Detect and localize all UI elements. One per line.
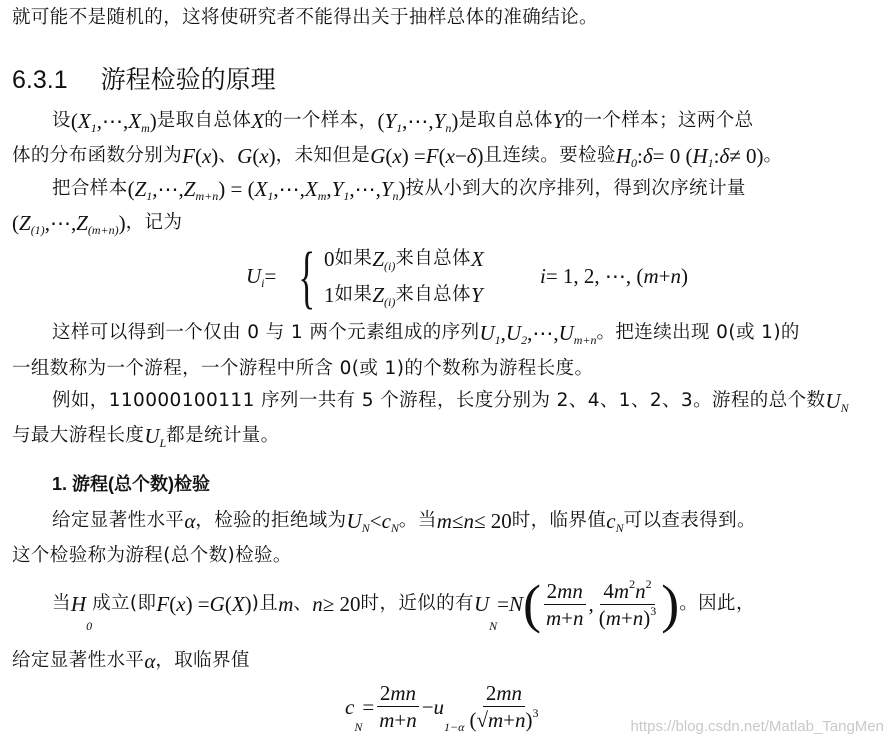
text-run: 当 [52,593,71,614]
math-symbol: α [144,649,156,673]
math-roman: ) = ( [218,177,255,201]
math-roman: ( [377,109,385,133]
math-roman: ,⋯, [44,211,77,235]
math-symbol: n [312,592,323,616]
subscript: m+n [573,333,597,347]
subscript: 1 [396,121,403,135]
text-run: 给定显著性水平 [12,650,145,671]
math-symbol: Z [372,283,384,307]
math-symbol: n [632,605,644,630]
math-symbol: U [473,592,490,616]
text-run: 。当 [398,510,437,531]
math-symbol: U [246,264,262,288]
math-symbol: δ [642,144,653,168]
subscript: 1 [707,156,714,170]
math-roman: ,⋯, [152,177,184,201]
math-roman: < [369,509,382,533]
math-symbol: G [209,592,225,616]
math-roman: = [264,264,277,288]
fraction [596,578,660,631]
left-brace: { [298,239,316,316]
cases-range [540,263,688,289]
text-run: 如果 [334,284,373,305]
subscript: N [390,521,399,535]
math-symbol: Z [134,177,147,201]
math-symbol: Y [384,109,397,133]
math-symbol: H [70,592,87,616]
subscript: (1) [30,223,45,237]
math-roman: = [362,694,375,719]
text-run: 且连续。要检验 [483,145,616,166]
paragraph-line [52,108,754,134]
math-roman: − [454,144,467,168]
watermark: https://blog.csdn.net/Matlab_TangMen [630,718,884,735]
subscript: n [392,189,399,203]
math-symbol: X [251,109,265,133]
math-symbol: Y [552,109,565,133]
math-symbol: x [392,144,402,168]
math-roman: 1 [324,283,335,307]
text-run: 可以查表得到。 [623,510,756,531]
math-roman: ) [680,264,688,288]
text-run: 、 [218,145,238,166]
math-roman: = [497,592,509,616]
math-roman: ) [451,109,459,133]
math-roman: ( [169,592,177,616]
superscript: 3 [650,603,657,618]
text-run: ，取临界值 [155,650,250,671]
subscript: (m+n) [87,223,119,237]
math-symbol: X [254,177,268,201]
case-row-0 [324,246,484,272]
superscript: 3 [532,706,539,720]
math-roman: ( [12,211,19,235]
subscript: m+n [195,189,219,203]
math-symbol: α [184,509,196,533]
text-run: 与最大游程长度 [12,425,145,446]
paragraph-line [12,423,280,449]
paragraph-line [12,543,292,569]
math-symbol: u [433,694,445,719]
math-roman: ,⋯, [527,321,559,345]
math-roman: 2 [485,681,497,705]
math-symbol: X [231,592,245,616]
section-number: 6.3.1 [12,66,68,94]
text-run: 这样可以得到一个仅由 0 与 1 两个元素组成的序列 [52,322,480,343]
math-symbol: x [445,144,455,168]
subscript: 1 [267,189,274,203]
math-roman: : [713,144,720,168]
math-symbol: Z [183,177,196,201]
subscript: (i) [384,259,396,273]
big-paren: ) [661,574,680,634]
math-symbol: U [479,321,495,345]
subsection-heading: 1. 游程(总个数)检验 [52,474,211,494]
math-symbol: m [613,578,630,603]
math-symbol: m [278,592,294,616]
math-roman: ) = [185,592,210,616]
math-symbol: U [346,509,362,533]
math-symbol: δ [719,144,730,168]
subscript: i [261,276,265,290]
math-symbol: X [128,109,142,133]
math-symbol: H [692,144,708,168]
subscript: N [489,619,498,633]
superscript: 2 [629,576,636,591]
math-symbol: i [540,264,546,288]
math-roman: + [503,708,515,732]
text-run: 如果 [334,248,373,269]
math-roman: ≤ 20 [473,509,512,533]
math-roman: , [500,321,506,345]
math-roman: 2 [546,578,558,603]
paragraph-line [12,356,593,382]
text-run: 一组数称为一个游程，一个游程中所含 0(或 1)的个数称为游程长度。 [12,358,594,379]
math-roman: + [620,605,633,630]
math-roman: = 1, 2, ⋯, ( [545,264,644,288]
math-roman: ,⋯, [402,109,434,133]
math-symbol: m [487,708,504,732]
math-symbol: Y [470,283,483,307]
math-symbol: G [370,144,386,168]
math-roman: ≥ 20 [322,592,361,616]
fraction [376,680,420,733]
math-roman: ) [211,144,219,168]
text-run: 时，近似的有 [360,593,474,614]
math-roman: ) [643,605,651,630]
math-roman: ( [70,109,78,133]
math-symbol: N [508,592,523,616]
subscript: (i) [384,295,396,309]
text-run: ，未知但是 [275,145,371,166]
math-symbol: X [470,247,484,271]
superscript: 2 [645,576,652,591]
subscript: 2 [521,333,528,347]
subscript: 1 [90,121,97,135]
math-symbol: n [635,578,646,603]
math-symbol: G [237,144,253,168]
subscript: 0 [631,156,638,170]
math-roman: + [561,605,573,630]
math-symbol: x [176,592,186,616]
math-symbol: Z [372,247,384,271]
math-roman: ≠ 0) [729,144,764,168]
math-roman: + [394,708,407,732]
math-symbol: X [77,109,91,133]
math-symbol: δ [466,144,477,168]
math-roman: (√ [469,708,488,732]
subscript: N [840,401,849,415]
text-run: ，检验的拒绝域为 [195,510,347,531]
math-symbol: x [201,144,212,168]
math-symbol: n [573,605,584,630]
math-symbol: U [558,321,574,345]
paragraph-line [12,210,182,236]
subscript: N [354,720,363,734]
math-symbol: c [606,509,616,533]
math-roman: − [421,694,434,719]
math-symbol: Y [433,109,446,133]
denominator [596,605,660,631]
text-run: ，记为 [125,212,183,233]
text-run: 。把连续出现 0(或 1)的 [596,322,800,343]
numerator [544,578,586,605]
fraction [543,578,587,631]
math-symbol: m [436,509,452,533]
math-roman: ) [398,177,406,201]
paragraph-line [52,508,756,534]
text-run: 例如，110000100111 序列一共有 5 个游程，长度分别为 2、4、1、2、3。游程的总个数 [52,390,826,411]
math-symbol: n [515,708,526,732]
text-run: 是取自总体 [156,110,252,131]
math-roman: ≤ [451,509,464,533]
text-run: 时，临界值 [511,510,607,531]
math-symbol: c [381,509,391,533]
subscript: 1 [146,189,153,203]
math-symbol: U [825,389,841,413]
text-run: 、 [293,593,313,614]
section-title: 游程检验的原理 [100,66,276,94]
math-symbol: m [605,605,621,630]
math-symbol: H [615,144,632,168]
math-symbol: Z [19,211,31,235]
text-run: 体的分布函数分别为 [12,145,183,166]
math-symbol: mn [557,578,583,603]
math-roman: ( [598,605,606,630]
math-roman: ( [385,144,393,168]
math-symbol: X [304,177,318,201]
subscript: m [317,189,327,203]
text-run: 是取自总体 [458,110,553,131]
paragraph-line [52,320,800,346]
math-symbol: U [505,321,522,345]
case-row-1 [324,282,483,308]
math-roman: 2 [379,681,391,705]
math-roman: ( [194,144,202,168]
math-symbol: F [182,144,195,168]
text-run: 。因此， [679,593,755,614]
text-run: 成立(即 [92,593,157,614]
math-symbol: U [144,424,160,448]
math-symbol: mn [496,681,523,705]
math-symbol: n [463,509,474,533]
math-symbol: Y [331,177,344,201]
math-roman: : [637,144,643,168]
text-run: 就可能不是随机的，这将使研究者不能得出关于抽样总体的准确结论。 [12,7,598,28]
paragraph-line [12,648,250,674]
math-roman: ) [268,144,276,168]
math-roman: ) = [401,144,426,168]
math-symbol: n [406,708,417,732]
math-roman: , [326,177,332,201]
math-symbol: c [345,694,355,719]
fraction [466,680,541,733]
denominator [543,605,587,631]
math-symbol: m [379,708,395,732]
text-run: 来自总体 [395,284,471,305]
paragraph-line [12,143,782,169]
paragraph-line [52,176,746,202]
paragraph-line [52,576,755,632]
math-roman: 0 [324,247,335,271]
math-roman: ,⋯, [273,177,305,201]
math-roman: ( [127,177,135,201]
subscript: L [159,436,167,450]
subscript: n [445,121,452,135]
big-paren: ( [523,574,541,634]
math-roman: ( [252,144,260,168]
subscript: 0 [86,619,93,633]
text-run: 的一个样本， [264,110,378,131]
subscript: 1−α [444,720,465,734]
math-roman: ) [525,708,533,732]
math-roman: , [588,592,594,616]
subscript: m [141,121,150,135]
text-run: 都是统计量。 [166,425,280,446]
math-symbol: Z [76,211,88,235]
math-roman: ) [149,109,157,133]
math-roman: 4 [603,578,614,603]
math-symbol: F [425,144,439,168]
math-symbol: n [670,264,681,288]
cases-lhs [246,263,276,289]
numerator [600,578,654,605]
text-run: 。 [763,145,783,166]
subscript: N [615,521,624,535]
paragraph-line [52,388,849,414]
math-symbol: F [156,592,170,616]
text-run: )且 [251,593,279,614]
math-symbol: x [259,144,269,168]
text-run: 来自总体 [395,248,471,269]
intro-line [12,5,598,31]
subscript: 1 [494,333,501,347]
section-heading [12,60,276,96]
denominator [466,707,541,733]
text-run: 这个检验称为游程(总个数)检验。 [12,545,292,566]
numerator [377,680,419,707]
text-run: 设 [52,110,71,131]
denominator [376,707,420,733]
math-roman: ( [224,592,232,616]
subscript: 1 [343,189,350,203]
math-roman: ,⋯, [349,177,381,201]
math-symbol: mn [390,681,417,705]
text-run: 按从小到大的次序排列，得到次序统计量 [405,178,746,199]
numerator [483,680,525,707]
math-roman: ( [438,144,446,168]
math-roman: = 0 ( [652,144,693,168]
math-symbol: Y [380,177,393,201]
math-roman: ,⋯, [96,109,129,133]
text-run: 把合样本 [52,178,128,199]
math-symbol: m [545,605,562,630]
math-roman: ) [118,211,126,235]
math-symbol: m [643,264,659,288]
subscript: N [361,521,370,535]
text-run: 给定显著性水平 [52,510,185,531]
text-run: 的一个样本；这两个总 [564,110,754,131]
math-roman: ) [244,592,252,616]
critical-value-formula [345,680,544,733]
math-roman: + [658,264,671,288]
math-roman: ) [476,144,484,168]
